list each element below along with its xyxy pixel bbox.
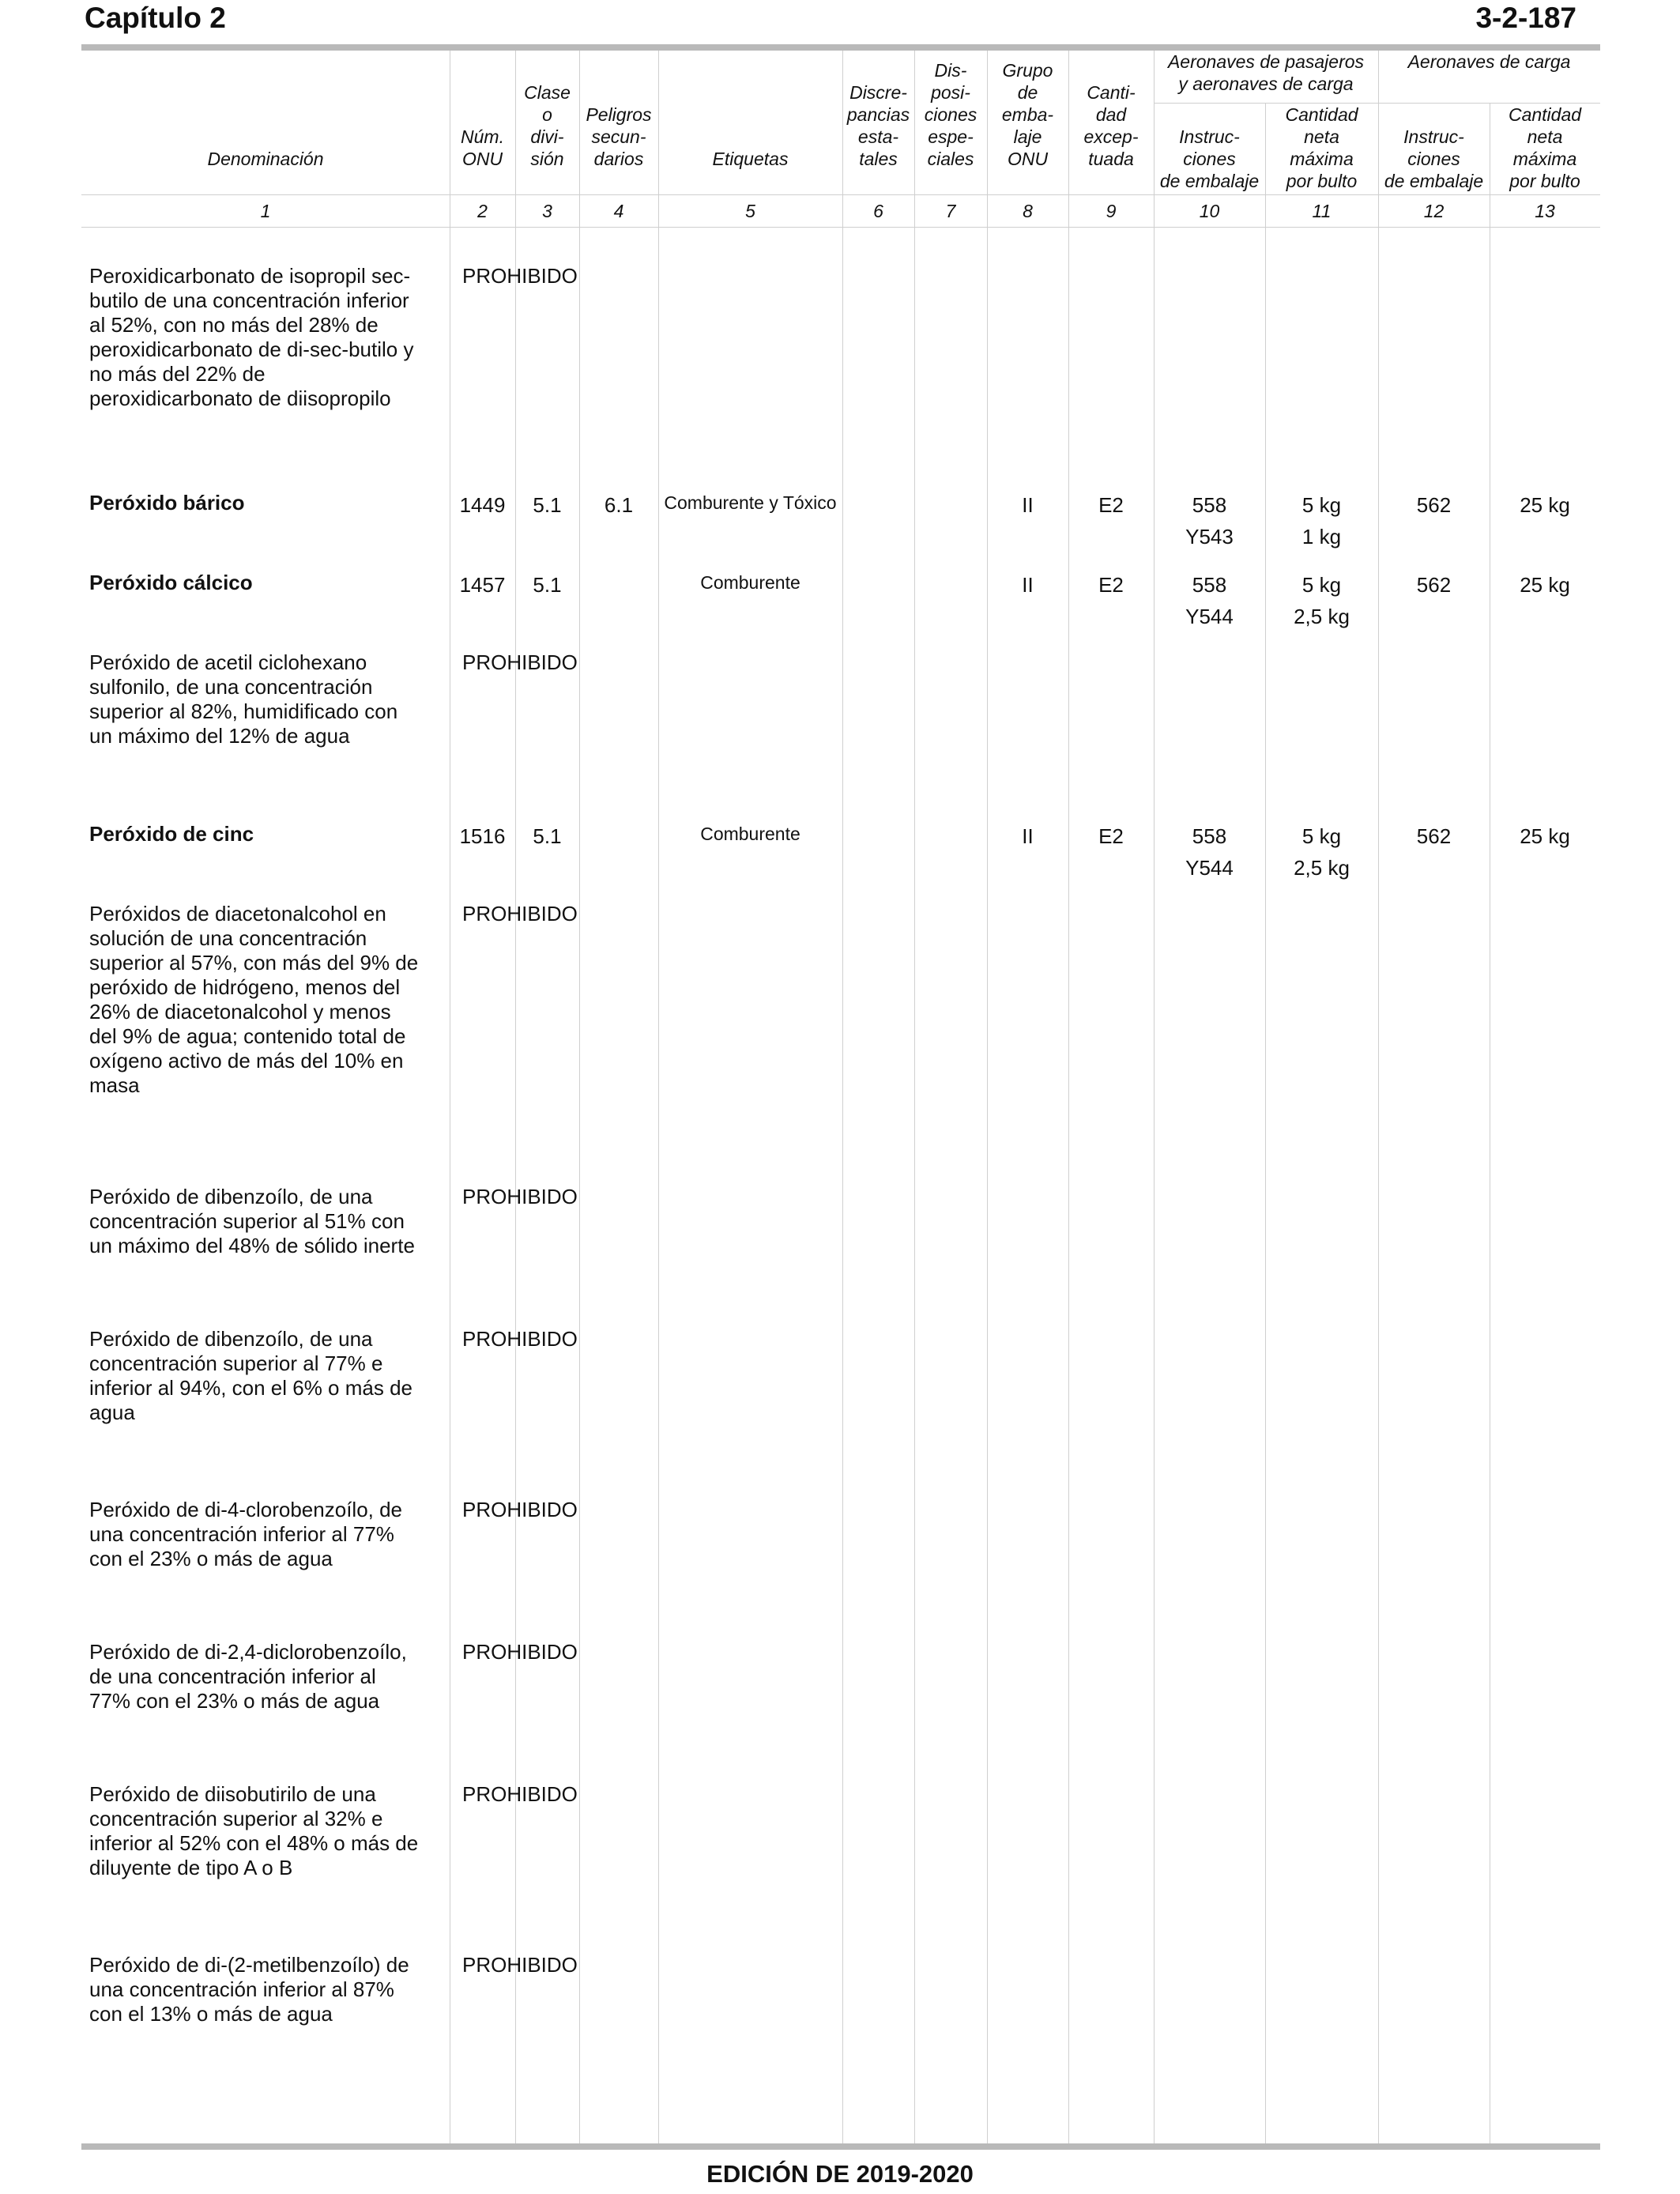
prohibited-label: PROHIBIDO bbox=[462, 902, 578, 925]
prohibited-label: PROHIBIDO bbox=[462, 1498, 578, 1521]
etiquetas: Comburente bbox=[700, 572, 800, 593]
column-divider bbox=[515, 51, 516, 2143]
column-number: 11 bbox=[1312, 201, 1332, 221]
row-name: Peróxido de diisobutirilo de una concentración superior al 32% e inferior al 52% con el 48% o más de diluyente de tipo A o B bbox=[89, 1782, 419, 1879]
instrucciones-pasajeros: 558 Y543 bbox=[1185, 493, 1234, 548]
num-onu: 1457 bbox=[459, 573, 506, 597]
cantidad-carga: 25 kg bbox=[1520, 824, 1570, 848]
instrucciones-pasajeros: 558 Y544 bbox=[1185, 824, 1234, 880]
prohibited-label: PROHIBIDO bbox=[462, 650, 578, 674]
column-divider bbox=[579, 51, 580, 2143]
cantidad-pasajeros: 5 kg 1 kg bbox=[1301, 493, 1342, 548]
column-divider bbox=[1265, 103, 1266, 2143]
header-etiquetas: Etiquetas bbox=[712, 149, 789, 169]
column-divider bbox=[842, 51, 843, 2143]
column-number: 10 bbox=[1199, 201, 1220, 221]
row-name: Peróxido de cinc bbox=[89, 822, 254, 846]
column-number: 6 bbox=[873, 201, 883, 221]
row-name: Peróxido de di-4-clorobenzoílo, de una concentración inferior al 77% con el 23% o más de agua bbox=[89, 1498, 403, 1570]
header-disposiciones: Dis- posi- ciones espe- ciales bbox=[924, 60, 977, 169]
bottom-rule bbox=[81, 2143, 1600, 2150]
row-name: Peróxido de acetil ciclohexano sulfonilo, de una concentración superior al 82%, humidificado con un máximo del 12% de agua bbox=[89, 650, 398, 748]
top-rule bbox=[81, 44, 1600, 51]
prohibited-label: PROHIBIDO bbox=[462, 1185, 578, 1208]
column-divider bbox=[914, 51, 915, 2143]
header-group-pasajeros: Aeronaves de pasajeros y aeronaves de carga bbox=[1167, 51, 1365, 94]
clase: 5.1 bbox=[533, 493, 562, 517]
header-denominacion: Denominación bbox=[207, 149, 324, 169]
column-number: 3 bbox=[542, 201, 552, 221]
row-name: Peróxido de dibenzoílo, de una concentración superior al 77% e inferior al 94%, con el 6% o más de agua bbox=[89, 1327, 412, 1424]
column-number: 7 bbox=[945, 201, 956, 221]
column-number: 8 bbox=[1023, 201, 1033, 221]
header-cantidad-pasajeros: Cantidad neta máxima por bulto bbox=[1285, 104, 1358, 191]
row-name: Peróxidos de diacetonalcohol en solución de una concentración superior al 57%, con más del 9% de peróxido de hidrógeno, menos del 26% de diacetonalcohol y menos del 9% de agua; contenido total de oxígeno activo de más del 10% en masa bbox=[89, 902, 419, 1097]
row-name: Peróxido cálcico bbox=[89, 571, 253, 594]
cantidad-exceptuada: E2 bbox=[1098, 824, 1124, 848]
num-onu: 1449 bbox=[459, 493, 506, 517]
column-divider bbox=[1378, 51, 1379, 2143]
prohibited-label: PROHIBIDO bbox=[462, 1782, 578, 1806]
prohibited-label: PROHIBIDO bbox=[462, 1327, 578, 1351]
cantidad-exceptuada: E2 bbox=[1098, 493, 1124, 517]
grupo-embalaje: II bbox=[1022, 824, 1034, 848]
column-divider bbox=[987, 51, 988, 2143]
cantidad-pasajeros: 5 kg 2,5 kg bbox=[1294, 573, 1350, 628]
header-instrucciones-pasajeros: Instruc- ciones de embalaje bbox=[1159, 126, 1260, 191]
header-num-onu: Núm. ONU bbox=[461, 126, 504, 169]
column-divider bbox=[1068, 51, 1069, 2143]
column-divider bbox=[658, 51, 659, 2143]
etiquetas: Comburente bbox=[700, 824, 800, 844]
grupo-embalaje: II bbox=[1022, 573, 1034, 597]
prohibited-label: PROHIBIDO bbox=[462, 1953, 578, 1977]
instrucciones-pasajeros: 558 Y544 bbox=[1185, 573, 1234, 628]
row-name: Peroxidicarbonato de isopropil sec- butilo de una concentración inferior al 52%, con no más del 28% de peroxidicarbonato de di-sec-butilo y no más del 22% de peroxidicarbonato de diisopropilo bbox=[89, 264, 414, 410]
cantidad-pasajeros: 5 kg 2,5 kg bbox=[1294, 824, 1350, 880]
column-number: 12 bbox=[1423, 201, 1445, 221]
row-name: Peróxido de di-(2-metilbenzoílo) de una concentración inferior al 87% con el 13% o más de agua bbox=[89, 1953, 409, 2026]
column-number: 4 bbox=[613, 201, 624, 221]
header-discrepancias: Discre- pancias esta- tales bbox=[846, 82, 910, 169]
prohibited-label: PROHIBIDO bbox=[462, 1640, 578, 1664]
column-divider bbox=[1154, 51, 1155, 2143]
header-rule bbox=[81, 194, 1600, 195]
instrucciones-carga: 562 bbox=[1416, 573, 1452, 597]
header-peligros: Peligros secun- darios bbox=[586, 104, 652, 169]
header-grupo: Grupo de emba- laje ONU bbox=[1001, 60, 1054, 169]
cantidad-exceptuada: E2 bbox=[1098, 573, 1124, 597]
cantidad-carga: 25 kg bbox=[1520, 573, 1570, 597]
column-number: 13 bbox=[1535, 201, 1555, 221]
num-onu: 1516 bbox=[459, 824, 506, 848]
clase: 5.1 bbox=[533, 824, 562, 848]
header-cantidad-carga: Cantidad neta máxima por bulto bbox=[1508, 104, 1582, 191]
etiquetas: Comburente y Tóxico bbox=[664, 492, 837, 513]
column-number: 9 bbox=[1106, 201, 1117, 221]
header-group-carga: Aeronaves de carga bbox=[1407, 51, 1571, 72]
column-number: 1 bbox=[260, 201, 271, 221]
grupo-embalaje: II bbox=[1022, 493, 1034, 517]
header-instrucciones-carga: Instruc- ciones de embalaje bbox=[1384, 126, 1484, 191]
instrucciones-carga: 562 bbox=[1416, 493, 1452, 517]
clase: 5.1 bbox=[533, 573, 562, 597]
row-name: Peróxido bárico bbox=[89, 491, 245, 515]
instrucciones-carga: 562 bbox=[1416, 824, 1452, 848]
edition-footer: EDICIÓN DE 2019-2020 bbox=[706, 2160, 974, 2188]
column-number: 2 bbox=[477, 201, 488, 221]
header-clase: Clase o divi- sión bbox=[524, 82, 571, 169]
header-cantidad-exceptuada: Canti- dad excep- tuada bbox=[1083, 82, 1139, 169]
row-name: Peróxido de dibenzoílo, de una concentración superior al 51% con un máximo del 48% de sólido inerte bbox=[89, 1185, 415, 1257]
peligros: 6.1 bbox=[604, 493, 634, 517]
column-number: 5 bbox=[745, 201, 755, 221]
page-number: 3-2-187 bbox=[1475, 2, 1576, 34]
row-name: Peróxido de di-2,4-diclorobenzoílo, de una concentración inferior al 77% con el 23% o más de agua bbox=[89, 1640, 407, 1713]
prohibited-label: PROHIBIDO bbox=[462, 264, 578, 288]
chapter-title: Capítulo 2 bbox=[85, 2, 226, 34]
numbers-rule bbox=[81, 227, 1600, 228]
cantidad-carga: 25 kg bbox=[1520, 493, 1570, 517]
